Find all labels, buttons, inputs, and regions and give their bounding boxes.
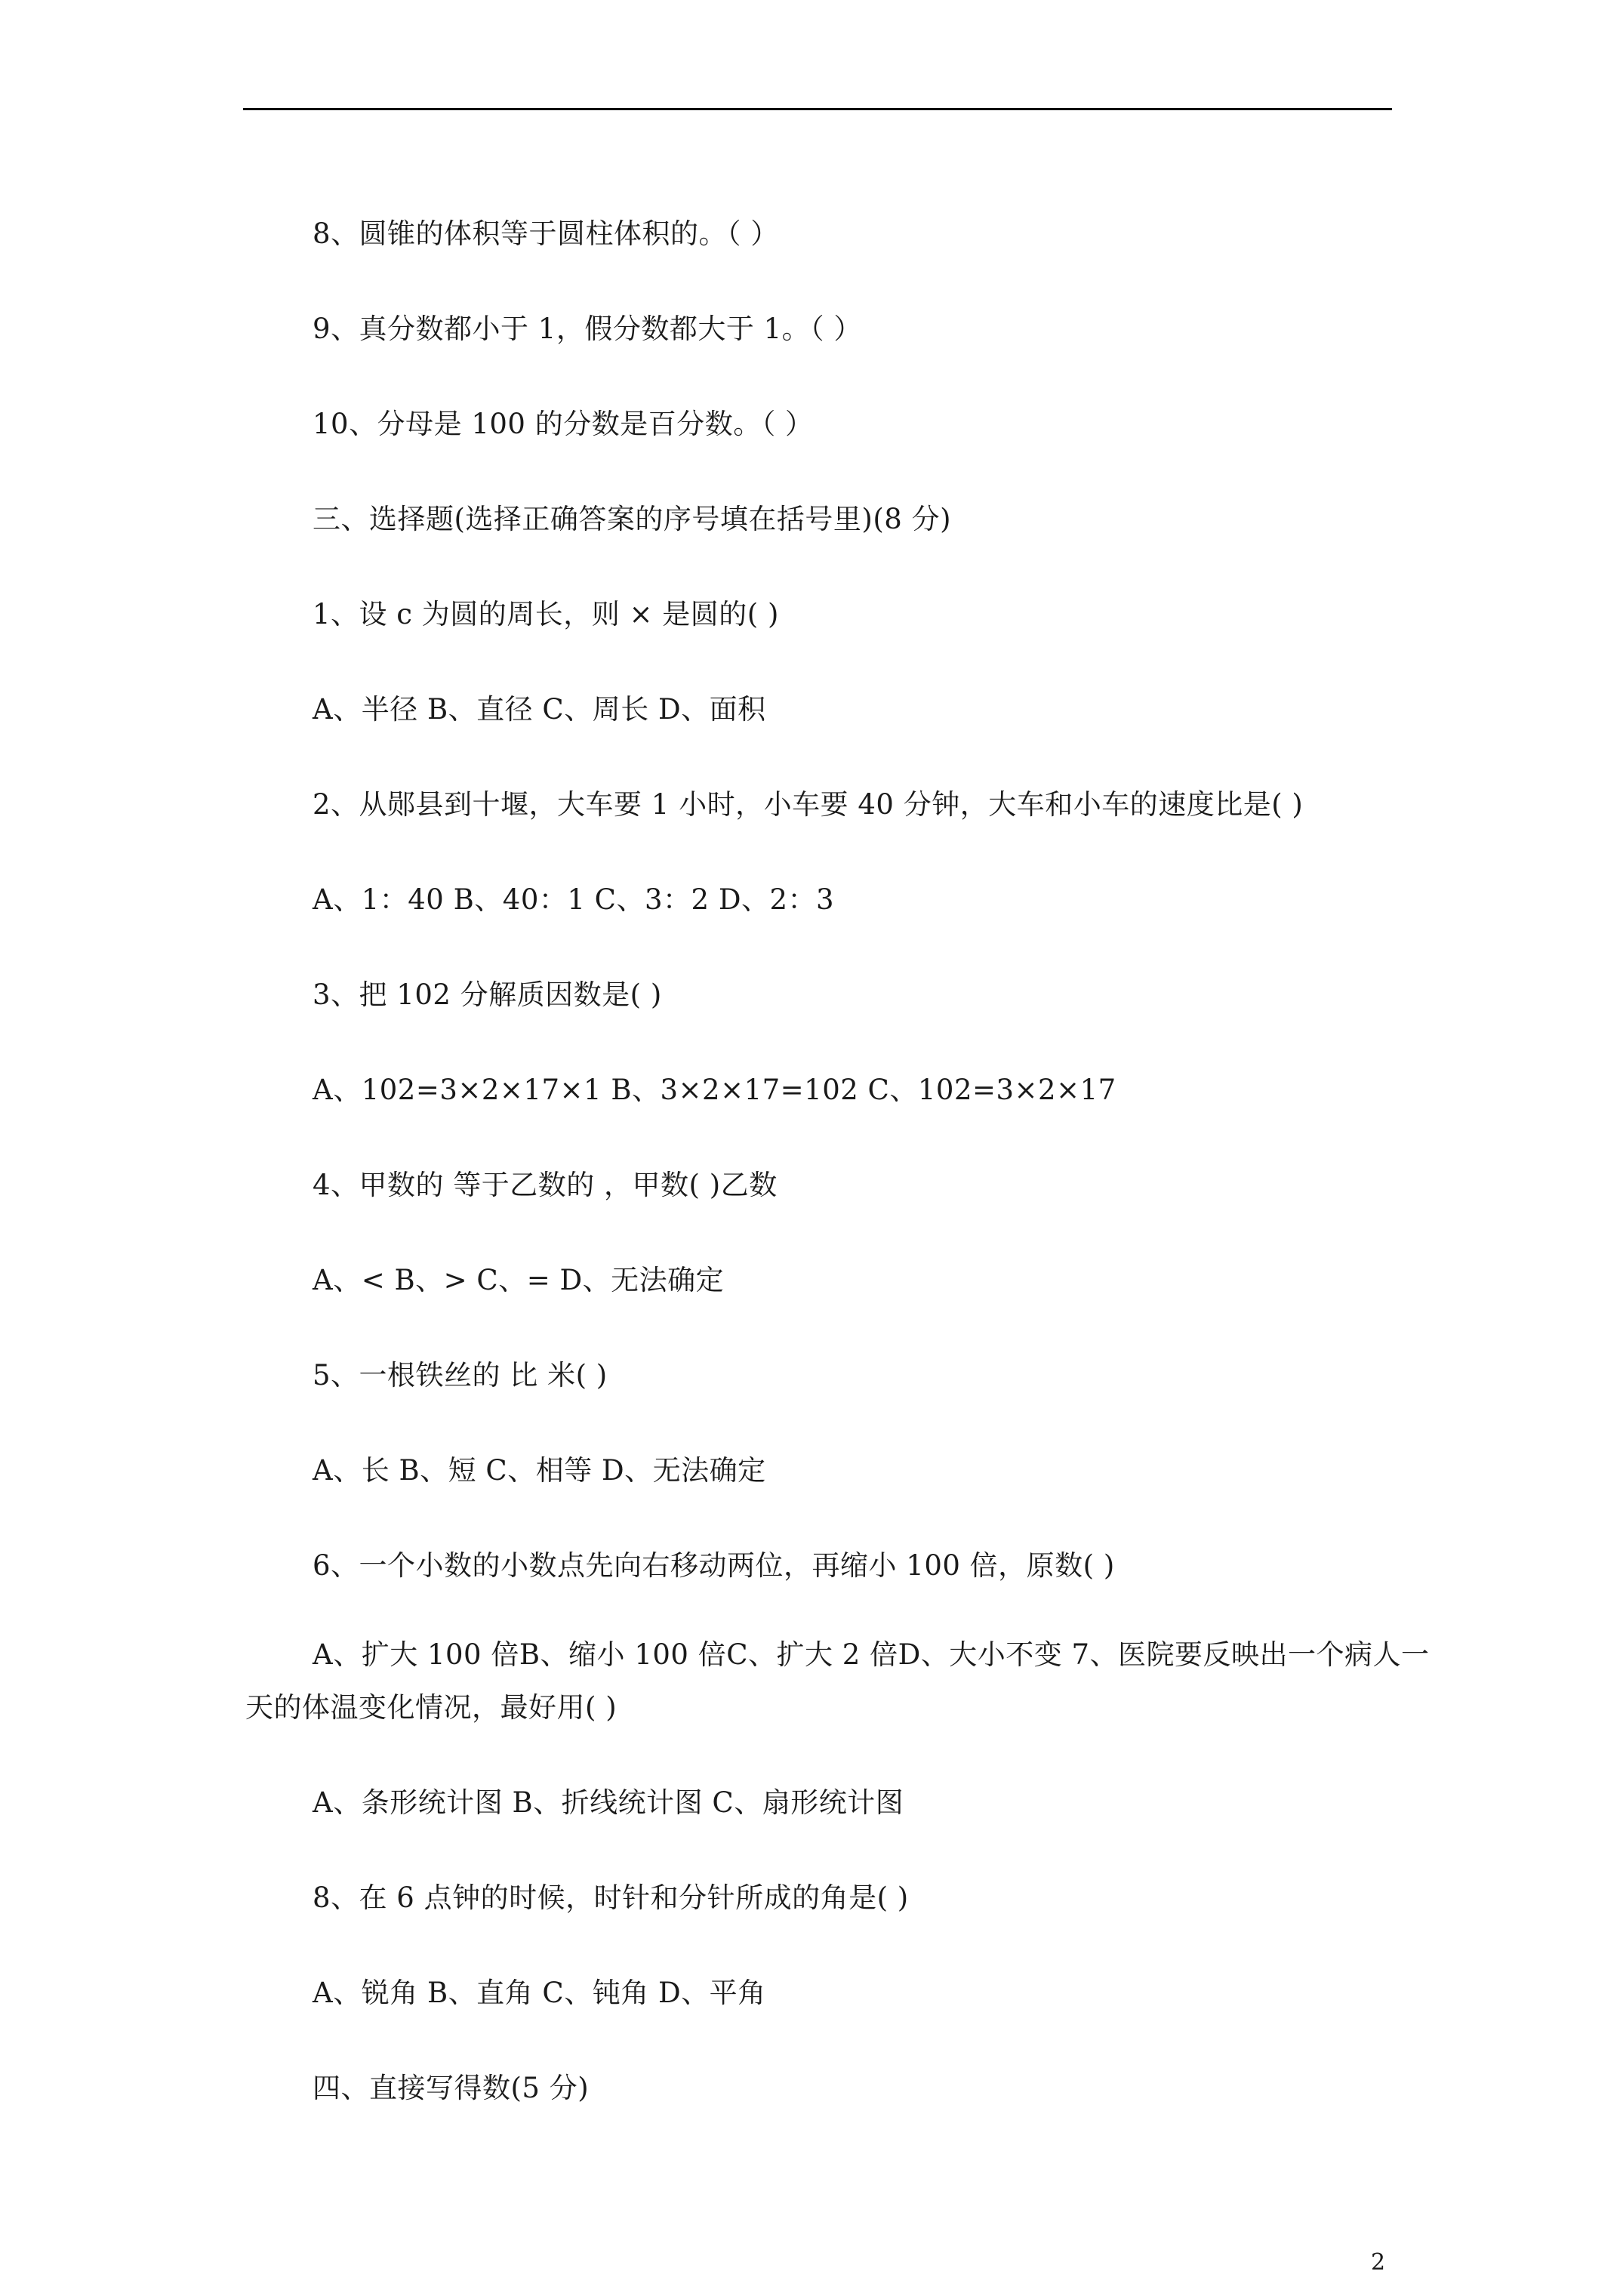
section-3-title: 三、选择题(选择正确答案的序号填在括号里)(8 分) <box>313 503 952 535</box>
choice-options-8: A、锐角 B、直角 C、钝角 D、平角 <box>313 1977 766 2009</box>
page-number: 2 <box>1371 2249 1386 2276</box>
tf-question-10: 10、分母是 100 的分数是百分数。（ ） <box>313 408 814 440</box>
header-rule <box>243 108 1392 110</box>
choice-options-2: A、1：40 B、40：1 C、3：2 D、2：3 <box>313 883 835 916</box>
section-4-title: 四、直接写得数(5 分) <box>313 2072 590 2104</box>
choice-options-7: A、条形统计图 B、折线统计图 C、扇形统计图 <box>313 1786 904 1819</box>
choice-question-2: 2、从郧县到十堰，大车要 1 小时，小车要 40 分钟，大车和小车的速度比是( ) <box>313 788 1304 821</box>
choice-options-5: A、长 B、短 C、相等 D、无法确定 <box>313 1454 766 1487</box>
choice-options-1: A、半径 B、直径 C、周长 D、面积 <box>313 693 766 726</box>
choice-question-7-continued: 天的体温变化情况，最好用( ) <box>245 1691 617 1724</box>
tf-question-9: 9、真分数都小于 1，假分数都大于 1。（ ） <box>313 313 862 345</box>
tf-question-8: 8、圆锥的体积等于圆柱体积的。（ ） <box>313 217 779 250</box>
choice-question-3: 3、把 102 分解质因数是( ) <box>313 978 662 1011</box>
choice-question-8: 8、在 6 点钟的时候，时针和分针所成的角是( ) <box>313 1881 909 1914</box>
choice-question-4: 4、甲数的 等于乙数的 ，甲数( )乙数 <box>313 1169 778 1201</box>
choice-options-4: A、< B、> C、= D、无法确定 <box>313 1264 725 1296</box>
choice-question-1: 1、设 c 为圆的周长，则 × 是圆的( ) <box>313 598 779 630</box>
choice-options-6-and-question-7: A、扩大 100 倍B、缩小 100 倍C、扩大 2 倍D、大小不变 7、医院要反映出一个病人一 <box>313 1638 1430 1671</box>
choice-question-5: 5、一根铁丝的 比 米( ) <box>313 1359 608 1391</box>
choice-question-6: 6、一个小数的小数点先向右移动两位，再缩小 100 倍，原数( ) <box>313 1549 1115 1582</box>
choice-options-3: A、102=3×2×17×1 B、3×2×17=102 C、102=3×2×17 <box>313 1074 1116 1106</box>
